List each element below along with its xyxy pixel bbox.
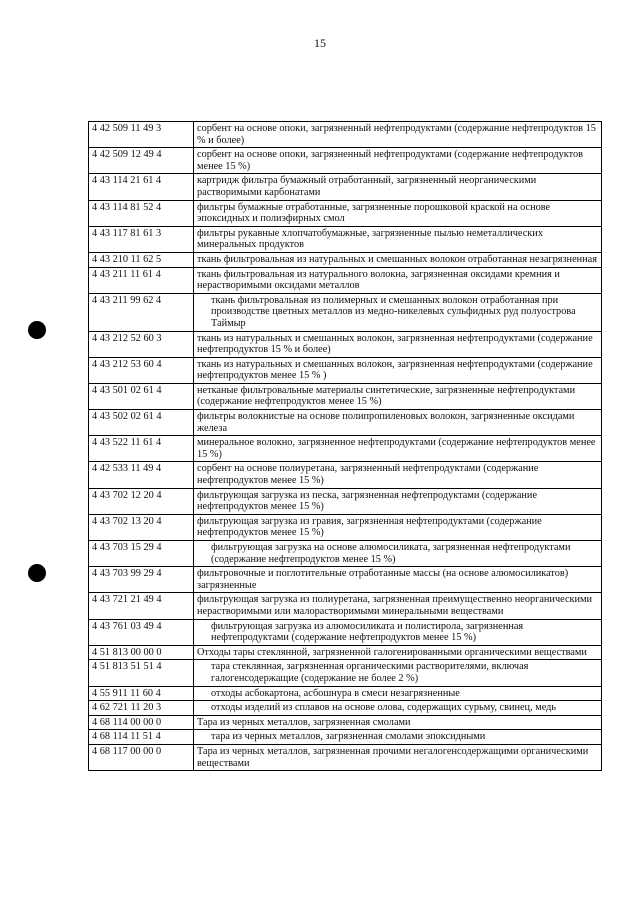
- table-row: [89, 410, 602, 436]
- waste-code-cell: 4 42 509 12 49 4: [89, 148, 194, 174]
- waste-description-cell: сорбент на основе опоки, загрязненный нефтепродуктами (содержание нефтепродуктов 15 % и более): [194, 122, 602, 148]
- waste-description-cell: отходы асбокартона, асбошнура в смеси незагрязненные: [194, 686, 602, 701]
- table-row: [89, 715, 602, 730]
- waste-code-cell: 4 43 501 02 61 4: [89, 383, 194, 409]
- waste-description-cell: фильтрующая загрузка из гравия, загрязненная нефтепродуктами (содержание нефтепродуктов менее 15 %): [194, 514, 602, 540]
- table-row: [89, 436, 602, 462]
- page-number: 15: [314, 36, 326, 50]
- table-row: [89, 462, 602, 488]
- table-row: [89, 331, 602, 357]
- waste-code-cell: 4 68 114 11 51 4: [89, 730, 194, 745]
- waste-code-cell: 4 43 212 52 60 3: [89, 331, 194, 357]
- waste-code-cell: 4 43 761 03 49 4: [89, 619, 194, 645]
- table-row: [89, 383, 602, 409]
- waste-code-cell: 4 43 114 81 52 4: [89, 200, 194, 226]
- waste-description-cell: сорбент на основе опоки, загрязненный нефтепродуктами (содержание нефтепродуктов менее 15 %): [194, 148, 602, 174]
- waste-code-cell: 4 43 114 21 61 4: [89, 174, 194, 200]
- waste-code-cell: 4 51 813 51 51 4: [89, 660, 194, 686]
- table-row: [89, 567, 602, 593]
- table-row: [89, 148, 602, 174]
- table-row: [89, 514, 602, 540]
- waste-code-cell: 4 43 502 02 61 4: [89, 410, 194, 436]
- waste-description-cell: тара стеклянная, загрязненная органическими растворителями, включая галогенсодержащие (содержание не более 2 %): [194, 660, 602, 686]
- table-row: [89, 730, 602, 745]
- table-row: [89, 701, 602, 716]
- waste-description-cell: фильтрующая загрузка из полиуретана, загрязненная преимущественно неорганическими нерастворимыми или малорастворимыми минеральными веществами: [194, 593, 602, 619]
- table-row: [89, 686, 602, 701]
- waste-code-cell: 4 42 509 11 49 3: [89, 122, 194, 148]
- waste-description-cell: картридж фильтра бумажный отработанный, загрязненный неорганическими растворимыми карбонатами: [194, 174, 602, 200]
- waste-code-cell: 4 43 210 11 62 5: [89, 252, 194, 267]
- waste-description-cell: ткань фильтровальная из полимерных и смешанных волокон отработанная при производстве цветных металлов из медно-никелевых сульфидных руд полуострова Таймыр: [194, 293, 602, 331]
- waste-code-cell: 4 55 911 11 60 4: [89, 686, 194, 701]
- waste-description-cell: Отходы тары стеклянной, загрязненной галогенированными органическими веществами: [194, 645, 602, 660]
- waste-code-cell: 4 43 721 21 49 4: [89, 593, 194, 619]
- table-row: [89, 252, 602, 267]
- waste-description-cell: ткань из натуральных и смешанных волокон, загрязненная нефтепродуктами (содержание нефтепродуктов 15 % и более): [194, 331, 602, 357]
- waste-code-cell: 4 43 211 11 61 4: [89, 267, 194, 293]
- table-row: [89, 174, 602, 200]
- waste-description-cell: ткань из натуральных и смешанных волокон, загрязненная нефтепродуктами (содержание нефтепродуктов менее 15 % ): [194, 357, 602, 383]
- waste-code-cell: 4 43 703 15 29 4: [89, 541, 194, 567]
- punch-hole-mark: [28, 321, 46, 339]
- table-row: [89, 645, 602, 660]
- waste-description-cell: ткань фильтровальная из натурального волокна, загрязненная оксидами кремния и нерастворимыми оксидами металлов: [194, 267, 602, 293]
- waste-code-cell: 4 43 702 12 20 4: [89, 488, 194, 514]
- waste-description-cell: Тара из черных металлов, загрязненная прочими негалогенсодержащими органическими веществами: [194, 744, 602, 770]
- table-row: [89, 488, 602, 514]
- waste-classification-table: [88, 121, 602, 771]
- table-row: [89, 267, 602, 293]
- waste-code-cell: 4 68 114 00 00 0: [89, 715, 194, 730]
- table-row: [89, 226, 602, 252]
- table-row: [89, 660, 602, 686]
- table-row: [89, 593, 602, 619]
- waste-description-cell: фильтрующая загрузка из песка, загрязненная нефтепродуктами (содержание нефтепродуктов менее 15 %): [194, 488, 602, 514]
- table-row: [89, 122, 602, 148]
- table-row: [89, 357, 602, 383]
- waste-description-cell: фильтрующая загрузка на основе алюмосиликата, загрязненная нефтепродуктами (содержание нефтепродуктов менее 15 %): [194, 541, 602, 567]
- waste-code-cell: 4 43 212 53 60 4: [89, 357, 194, 383]
- waste-description-cell: фильтры волокнистые на основе полипропиленовых волокон, загрязненные оксидами железа: [194, 410, 602, 436]
- table-row: [89, 744, 602, 770]
- waste-description-cell: Тара из черных металлов, загрязненная смолами: [194, 715, 602, 730]
- punch-hole-mark: [28, 564, 46, 582]
- waste-code-cell: 4 51 813 00 00 0: [89, 645, 194, 660]
- waste-code-cell: 4 68 117 00 00 0: [89, 744, 194, 770]
- table-row: [89, 619, 602, 645]
- waste-description-cell: минеральное волокно, загрязненное нефтепродуктами (содержание нефтепродуктов менее 15 %): [194, 436, 602, 462]
- table-row: [89, 200, 602, 226]
- waste-code-cell: 4 43 522 11 61 4: [89, 436, 194, 462]
- waste-description-cell: фильтрующая загрузка из алюмосиликата и полистирола, загрязненная нефтепродуктами (содержание нефтепродуктов менее 15 %): [194, 619, 602, 645]
- waste-code-cell: 4 43 117 81 61 3: [89, 226, 194, 252]
- waste-description-cell: фильтры рукавные хлопчатобумажные, загрязненные пылью неметаллических минеральных продуктов: [194, 226, 602, 252]
- waste-description-cell: ткань фильтровальная из натуральных и смешанных волокон отработанная незагрязненная: [194, 252, 602, 267]
- waste-code-cell: 4 43 703 99 29 4: [89, 567, 194, 593]
- waste-code-cell: 4 42 533 11 49 4: [89, 462, 194, 488]
- waste-description-cell: фильтровочные и поглотительные отработанные массы (на основе алюмосиликатов) загрязненные: [194, 567, 602, 593]
- table-row: [89, 293, 602, 331]
- waste-description-cell: отходы изделий из сплавов на основе олова, содержащих сурьму, свинец, медь: [194, 701, 602, 716]
- waste-code-cell: 4 43 702 13 20 4: [89, 514, 194, 540]
- waste-description-cell: сорбент на основе полиуретана, загрязненный нефтепродуктами (содержание нефтепродуктов менее 15 %): [194, 462, 602, 488]
- waste-description-cell: нетканые фильтровальные материалы синтетические, загрязненные нефтепродуктами (содержание нефтепродуктов менее 15 %): [194, 383, 602, 409]
- table-row: [89, 541, 602, 567]
- waste-description-cell: тара из черных металлов, загрязненная смолами эпоксидными: [194, 730, 602, 745]
- waste-code-cell: 4 43 211 99 62 4: [89, 293, 194, 331]
- waste-code-cell: 4 62 721 11 20 3: [89, 701, 194, 716]
- waste-description-cell: фильтры бумажные отработанные, загрязненные порошковой краской на основе эпоксидных и полиэфирных смол: [194, 200, 602, 226]
